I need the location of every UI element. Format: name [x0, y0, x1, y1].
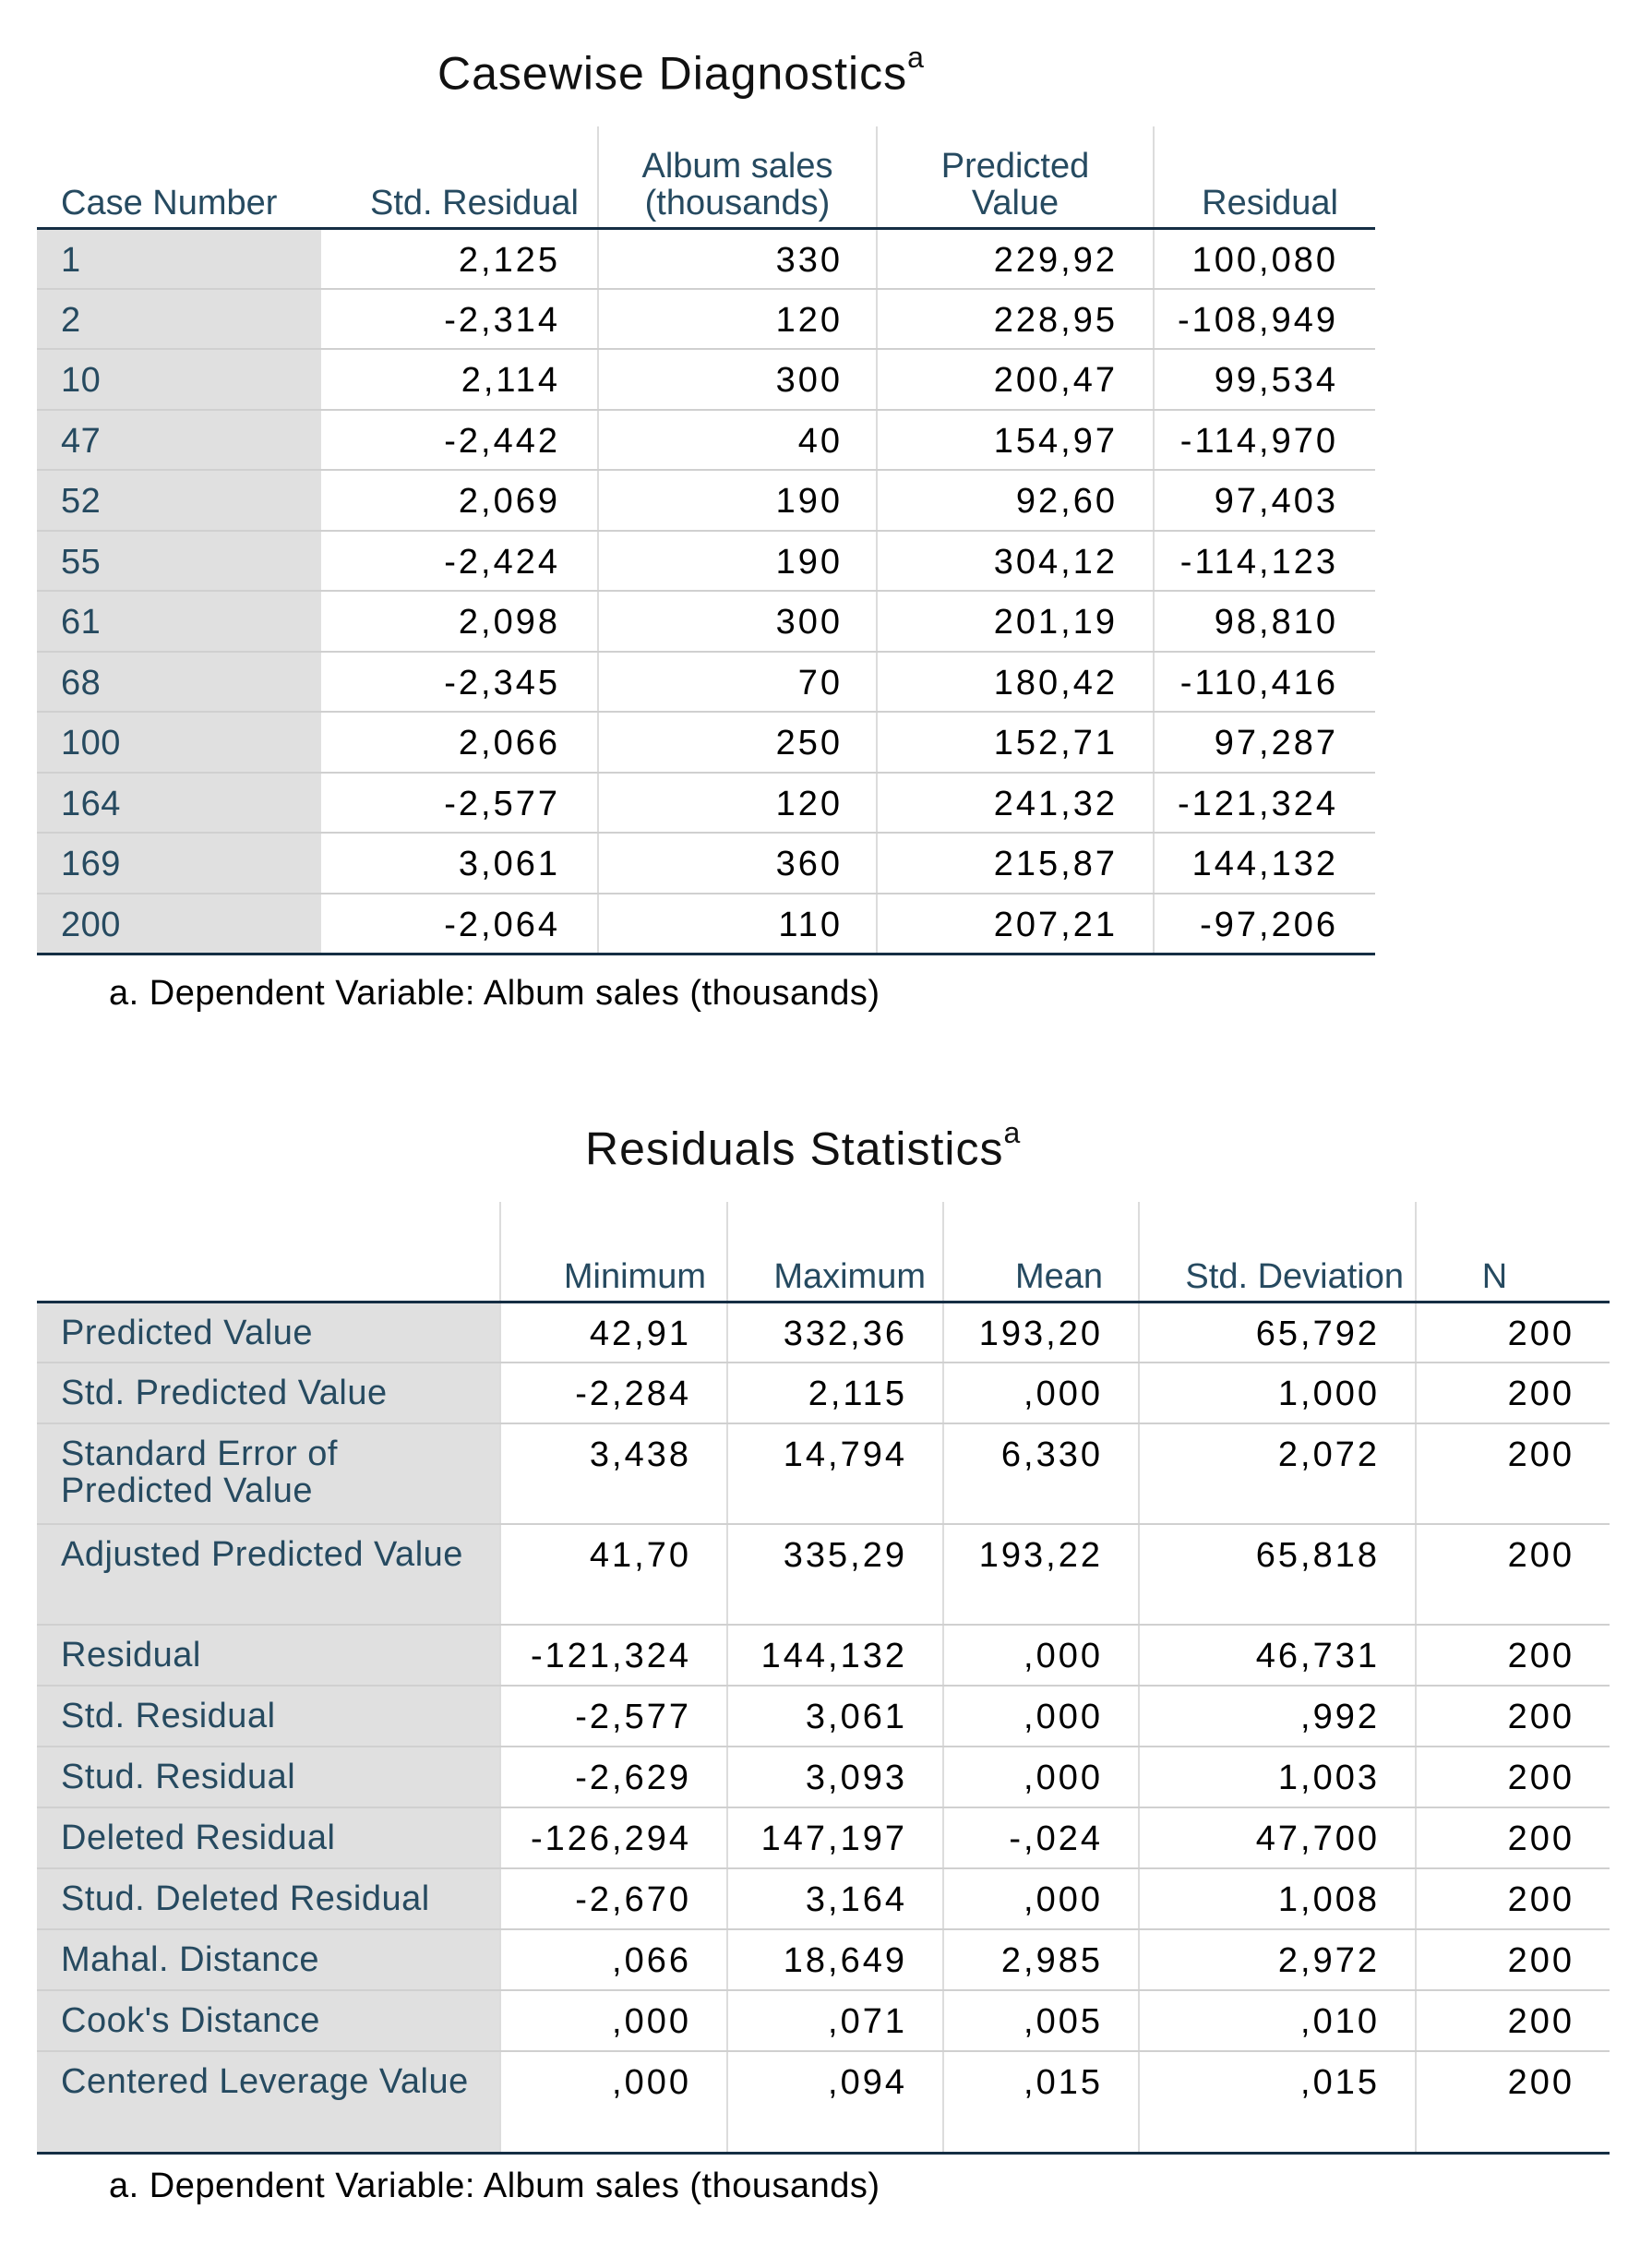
statistic-label: Cook's Distance: [61, 2001, 320, 2040]
n-cell: 200: [1416, 1363, 1610, 1423]
predicted-value-cell: 180,42: [877, 652, 1154, 713]
case-number-cell: 100: [37, 712, 321, 773]
case-number-cell: 164: [37, 773, 321, 834]
n-cell: 200: [1416, 1686, 1610, 1747]
header-mean: Mean: [943, 1202, 1139, 1302]
n-cell: 200: [1416, 1423, 1610, 1524]
residuals-row: [37, 1807, 1610, 1868]
residuals-title: [585, 1116, 1022, 1176]
statistic-label-cell: [37, 2051, 500, 2153]
mean-cell: ,000: [943, 1868, 1139, 1929]
residual-cell: 97,287: [1154, 712, 1375, 773]
statistic-label-cell: [37, 1868, 500, 1929]
n-cell: 200: [1416, 1807, 1610, 1868]
casewise-table: [37, 126, 1375, 955]
casewise-row: [37, 349, 1375, 410]
album-sales-cell: 330: [598, 228, 877, 289]
case-number-cell: 68: [37, 652, 321, 713]
std-deviation-cell: ,010: [1139, 1990, 1416, 2051]
casewise-row: [37, 410, 1375, 471]
album-sales-cell: 250: [598, 712, 877, 773]
residual-cell: 97,403: [1154, 470, 1375, 531]
n-cell: 200: [1416, 1747, 1610, 1807]
minimum-cell: ,066: [500, 1929, 727, 1990]
album-sales-cell: 40: [598, 410, 877, 471]
predicted-value-cell: 92,60: [877, 470, 1154, 531]
minimum-cell: -126,294: [500, 1807, 727, 1868]
mean-cell: 193,22: [943, 1524, 1139, 1625]
residual-cell: 144,132: [1154, 833, 1375, 894]
statistic-label-cell: [37, 1686, 500, 1747]
residuals-row: [37, 1625, 1610, 1686]
n-cell: 200: [1416, 1990, 1610, 2051]
casewise-row: [37, 712, 1375, 773]
std-deviation-cell: 1,000: [1139, 1363, 1416, 1423]
std-residual-cell: -2,064: [444, 905, 560, 944]
case-number-cell: 10: [37, 349, 321, 410]
residuals-row: [37, 2051, 1610, 2153]
std-residual-cell: -2,314: [321, 289, 598, 350]
header-album-sales: Album sales (thousands): [598, 126, 877, 228]
album-sales-cell: 360: [598, 833, 877, 894]
predicted-value-cell: 229,92: [877, 228, 1154, 289]
mean-cell: ,005: [943, 1990, 1139, 2051]
mean-cell: ,000: [943, 1363, 1139, 1423]
std-deviation-cell: 65,818: [1139, 1524, 1416, 1625]
statistic-label: Residual: [61, 1636, 201, 1675]
header-case-number: Case Number: [61, 183, 278, 222]
n-cell: 200: [1416, 1868, 1610, 1929]
casewise-row: [37, 228, 1375, 289]
album-sales-cell: 70: [598, 652, 877, 713]
case-number-cell: 1: [37, 228, 321, 289]
casewise-title: [437, 41, 925, 101]
std-residual-cell: 2,125: [321, 228, 598, 289]
n-cell: 200: [1416, 2051, 1610, 2153]
statistic-label: Standard Error of: [61, 1435, 338, 1473]
case-number-cell: 52: [37, 470, 321, 531]
maximum-cell: 332,36: [727, 1302, 943, 1363]
residuals-row: [37, 1990, 1610, 2051]
header-blank: [37, 1202, 500, 1302]
minimum-cell: 41,70: [500, 1524, 727, 1625]
residuals-footnote: a. Dependent Variable: Album sales (thousands): [109, 2167, 880, 2205]
minimum-cell: -2,284: [500, 1363, 727, 1423]
residuals-row: [37, 1302, 1610, 1363]
statistic-label-cell: [37, 1302, 500, 1363]
album-sales-cell: 120: [598, 773, 877, 834]
album-sales-cell: 300: [598, 591, 877, 652]
std-residual-cell: -2,345: [321, 652, 598, 713]
predicted-value-cell: 207,21: [877, 894, 1154, 954]
maximum-cell: 335,29: [727, 1524, 943, 1625]
residual-cell: 100,080: [1154, 228, 1375, 289]
header-residual: Residual: [1154, 126, 1375, 228]
predicted-value-cell: 200,47: [877, 349, 1154, 410]
statistic-label-cell: [37, 1423, 500, 1524]
n-cell: 200: [1416, 1625, 1610, 1686]
album-sales-cell: 190: [598, 470, 877, 531]
mean-cell: 2,985: [943, 1929, 1139, 1990]
std-residual-cell: 3,061: [321, 833, 598, 894]
casewise-row: [37, 591, 1375, 652]
header-std-deviation: Std. Deviation: [1139, 1202, 1416, 1302]
std-residual-cell: 2,066: [321, 712, 598, 773]
n-cell: 200: [1416, 1524, 1610, 1625]
maximum-cell: 3,061: [727, 1686, 943, 1747]
statistic-label-cell: [37, 1524, 500, 1625]
maximum-cell: 144,132: [727, 1625, 943, 1686]
residuals-title-text: Residuals Statistics: [585, 1122, 1004, 1175]
header-minimum: Minimum: [500, 1202, 727, 1302]
casewise-row: [37, 652, 1375, 713]
maximum-cell: 2,115: [727, 1363, 943, 1423]
std-residual-cell: 2,114: [321, 349, 598, 410]
residuals-row: [37, 1929, 1610, 1990]
residual-cell: -97,206: [1154, 894, 1375, 954]
std-deviation-cell: 47,700: [1139, 1807, 1416, 1868]
mean-cell: -,024: [943, 1807, 1139, 1868]
mean-cell: 6,330: [943, 1423, 1139, 1524]
minimum-cell: -2,577: [500, 1686, 727, 1747]
statistic-label: Std. Predicted Value: [61, 1374, 388, 1412]
statistic-label-cell: [37, 1807, 500, 1868]
residuals-row: [37, 1868, 1610, 1929]
residual-cell: -110,416: [1154, 652, 1375, 713]
n-cell: 200: [1416, 1929, 1610, 1990]
album-sales-cell: 190: [598, 531, 877, 592]
statistic-label: Predicted Value: [61, 1313, 313, 1352]
maximum-cell: 14,794: [727, 1423, 943, 1524]
std-deviation-cell: 1,008: [1139, 1868, 1416, 1929]
maximum-cell: ,094: [727, 2051, 943, 2153]
residuals-row: [37, 1747, 1610, 1807]
case-number-cell: 200: [37, 894, 321, 954]
maximum-cell: 3,093: [727, 1747, 943, 1807]
std-deviation-cell: 2,972: [1139, 1929, 1416, 1990]
residual-cell: -114,970: [1154, 410, 1375, 471]
residuals-row: [37, 1524, 1610, 1625]
statistic-label: Stud. Residual: [61, 1758, 296, 1796]
casewise-row: [37, 894, 1375, 954]
statistic-label: Std. Residual: [61, 1697, 276, 1735]
minimum-cell: ,000: [500, 2051, 727, 2153]
predicted-value-cell: 241,32: [877, 773, 1154, 834]
statistic-label: Mahal. Distance: [61, 1940, 319, 1979]
residuals-row: [37, 1363, 1610, 1423]
casewise-row: [37, 773, 1375, 834]
minimum-cell: -2,629: [500, 1747, 727, 1807]
casewise-title-footnote-marker: a: [907, 41, 925, 74]
case-number-cell: 169: [37, 833, 321, 894]
minimum-cell: -2,670: [500, 1868, 727, 1929]
statistic-label-cell: [37, 1747, 500, 1807]
residuals-row: [37, 1423, 1610, 1524]
residual-cell: 99,534: [1154, 349, 1375, 410]
header-n: N: [1416, 1202, 1610, 1302]
predicted-value-cell: 228,95: [877, 289, 1154, 350]
residuals-title-footnote-marker: a: [1003, 1116, 1022, 1149]
maximum-cell: 147,197: [727, 1807, 943, 1868]
case-number-cell: 2: [37, 289, 321, 350]
statistic-label: Centered Leverage Value: [61, 2062, 469, 2101]
residual-cell: -108,949: [1154, 289, 1375, 350]
predicted-value-cell: 201,19: [877, 591, 1154, 652]
mean-cell: ,000: [943, 1625, 1139, 1686]
statistic-label-cell: [37, 1929, 500, 1990]
minimum-cell: 42,91: [500, 1302, 727, 1363]
residuals-row: [37, 1686, 1610, 1747]
casewise-title-text: Casewise Diagnostics: [437, 47, 908, 100]
casewise-row: [37, 531, 1375, 592]
album-sales-cell: 110: [598, 894, 877, 954]
mean-cell: ,015: [943, 2051, 1139, 2153]
header-std-residual: Std. Residual: [369, 183, 579, 222]
n-cell: 200: [1416, 1302, 1610, 1363]
maximum-cell: ,071: [727, 1990, 943, 2051]
maximum-cell: 18,649: [727, 1929, 943, 1990]
mean-cell: ,000: [943, 1686, 1139, 1747]
statistic-label: Stud. Deleted Residual: [61, 1879, 430, 1918]
statistic-label-cell: [37, 1625, 500, 1686]
residual-cell: 98,810: [1154, 591, 1375, 652]
casewise-row: [37, 470, 1375, 531]
mean-cell: ,000: [943, 1747, 1139, 1807]
predicted-value-cell: 215,87: [877, 833, 1154, 894]
minimum-cell: 3,438: [500, 1423, 727, 1524]
std-residual-cell: 2,098: [321, 591, 598, 652]
album-sales-cell: 120: [598, 289, 877, 350]
minimum-cell: ,000: [500, 1990, 727, 2051]
casewise-footnote: a. Dependent Variable: Album sales (thousands): [109, 974, 880, 1013]
residual-cell: -114,123: [1154, 531, 1375, 592]
statistic-label: Deleted Residual: [61, 1819, 336, 1857]
header-predicted-value: Predicted Value: [877, 126, 1154, 228]
std-residual-cell: -2,442: [321, 410, 598, 471]
predicted-value-cell: 154,97: [877, 410, 1154, 471]
album-sales-cell: 300: [598, 349, 877, 410]
minimum-cell: -121,324: [500, 1625, 727, 1686]
std-deviation-cell: 46,731: [1139, 1625, 1416, 1686]
std-deviation-cell: 1,003: [1139, 1747, 1416, 1807]
residual-cell: -121,324: [1154, 773, 1375, 834]
statistic-label-cell: [37, 1363, 500, 1423]
statistic-label-line2: Predicted Value: [61, 1471, 313, 1510]
header-maximum: Maximum: [727, 1202, 943, 1302]
residuals-table: [37, 1202, 1610, 2155]
std-residual-cell: -2,577: [321, 773, 598, 834]
casewise-row: [37, 833, 1375, 894]
casewise-row: [37, 289, 1375, 350]
predicted-value-cell: 304,12: [877, 531, 1154, 592]
mean-cell: 193,20: [943, 1302, 1139, 1363]
predicted-value-cell: 152,71: [877, 712, 1154, 773]
case-number-cell: 55: [37, 531, 321, 592]
std-deviation-cell: 2,072: [1139, 1423, 1416, 1524]
std-residual-cell: 2,069: [321, 470, 598, 531]
case-number-cell: 47: [37, 410, 321, 471]
maximum-cell: 3,164: [727, 1868, 943, 1929]
std-deviation-cell: 65,792: [1139, 1302, 1416, 1363]
case-number-cell: 61: [37, 591, 321, 652]
statistic-label-cell: [37, 1990, 500, 2051]
std-deviation-cell: ,015: [1139, 2051, 1416, 2153]
std-residual-cell: -2,424: [321, 531, 598, 592]
statistic-label: Adjusted Predicted Value: [61, 1535, 463, 1574]
std-deviation-cell: ,992: [1139, 1686, 1416, 1747]
